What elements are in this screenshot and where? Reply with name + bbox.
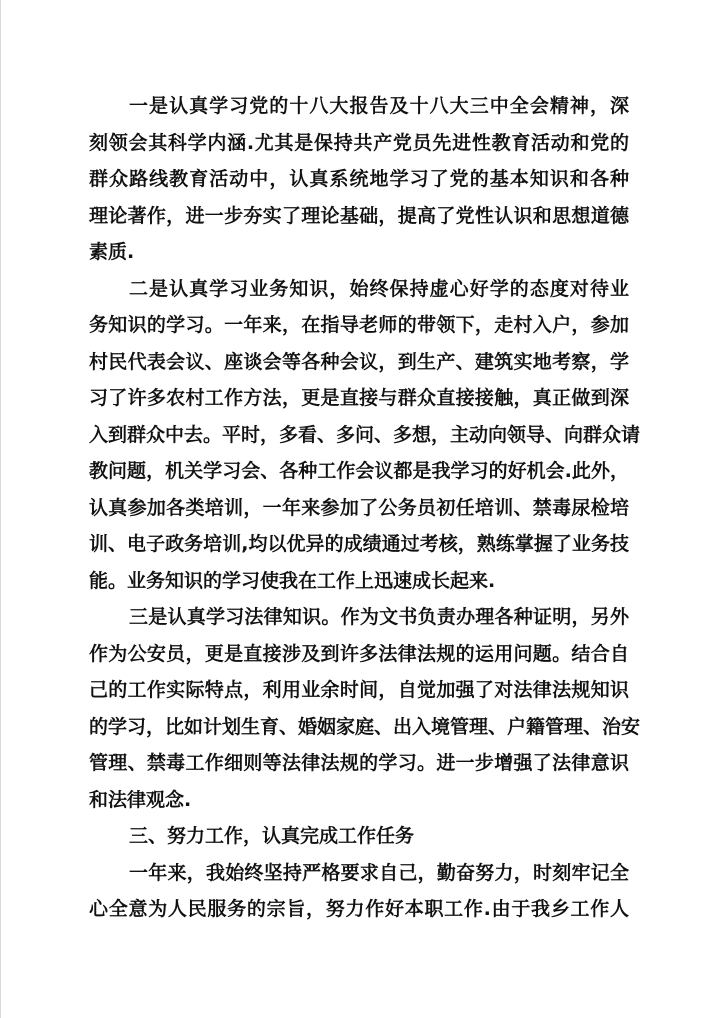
text-line: 理论著作，进一步夯实了理论基础，提高了党性认识和思想道德 [89,204,629,227]
text-line: 习了许多农村工作方法，更是直接与群众直接接触，真正做到深 [89,387,629,409]
body-text [89,88,641,928]
text-line: 能。业务知识的学习使我在工作上迅速成长起来. [89,569,496,592]
text-line: 和法律观念. [89,788,192,811]
text-line: 素质. [89,241,135,263]
text-line: 村民代表会议、座谈会等各种会议，到生产、建筑实地考察，学 [89,350,629,373]
text-line: 刻领会其科学内涵.尤其是保持共产党员先进性教育活动和党的 [89,131,629,154]
text-line: 一是认真学习党的十八大报告及十八大三中全会精神，深 [129,95,629,117]
section-heading: 三、努力工作，认真完成工作任务 [129,825,415,847]
text-line: 教问题，机关学习会、各种工作会议都是我学习的好机会.此外， [89,460,629,482]
text-line: 认真参加各类培训，一年来参加了公务员初任培训、禁毒尿检培 [89,496,629,519]
text-line: 己的工作实际特点，利用业余时间，自觉加强了对法律法规知识 [89,679,629,701]
text-line: 管理、禁毒工作细则等法律法规的学习。进一步增强了法律意识 [89,752,629,774]
text-line: 心全意为人民服务的宗旨，努力作好本职工作.由于我乡工作人 [89,898,629,920]
text-line: 二是认真学习业务知识，始终保持虚心好学的态度对待业 [129,277,629,300]
text-line: 一年来，我始终坚持严格要求自己，勤奋努力，时刻牢记全 [129,861,629,884]
text-line: 务知识的学习。一年来，在指导老师的带领下，走村入户，参加 [89,314,629,336]
text-line: 的学习，比如计划生育、婚姻家庭、出入境管理、户籍管理、治安 [89,715,641,738]
text-line: 作为公安员，更是直接涉及到许多法律法规的运用问题。结合自 [89,642,629,665]
text-line: 群众路线教育活动中，认真系统地学习了党的基本知识和各种 [89,168,629,190]
text-line: 训、电子政务培训,均以优异的成绩通过考核，熟练掌握了业务技 [89,533,629,555]
text-line: 入到群众中去。平时，多看、多问、多想，主动向领导、向群众请 [89,423,641,446]
text-line: 三是认真学习法律知识。作为文书负责办理各种证明，另外 [129,606,629,628]
